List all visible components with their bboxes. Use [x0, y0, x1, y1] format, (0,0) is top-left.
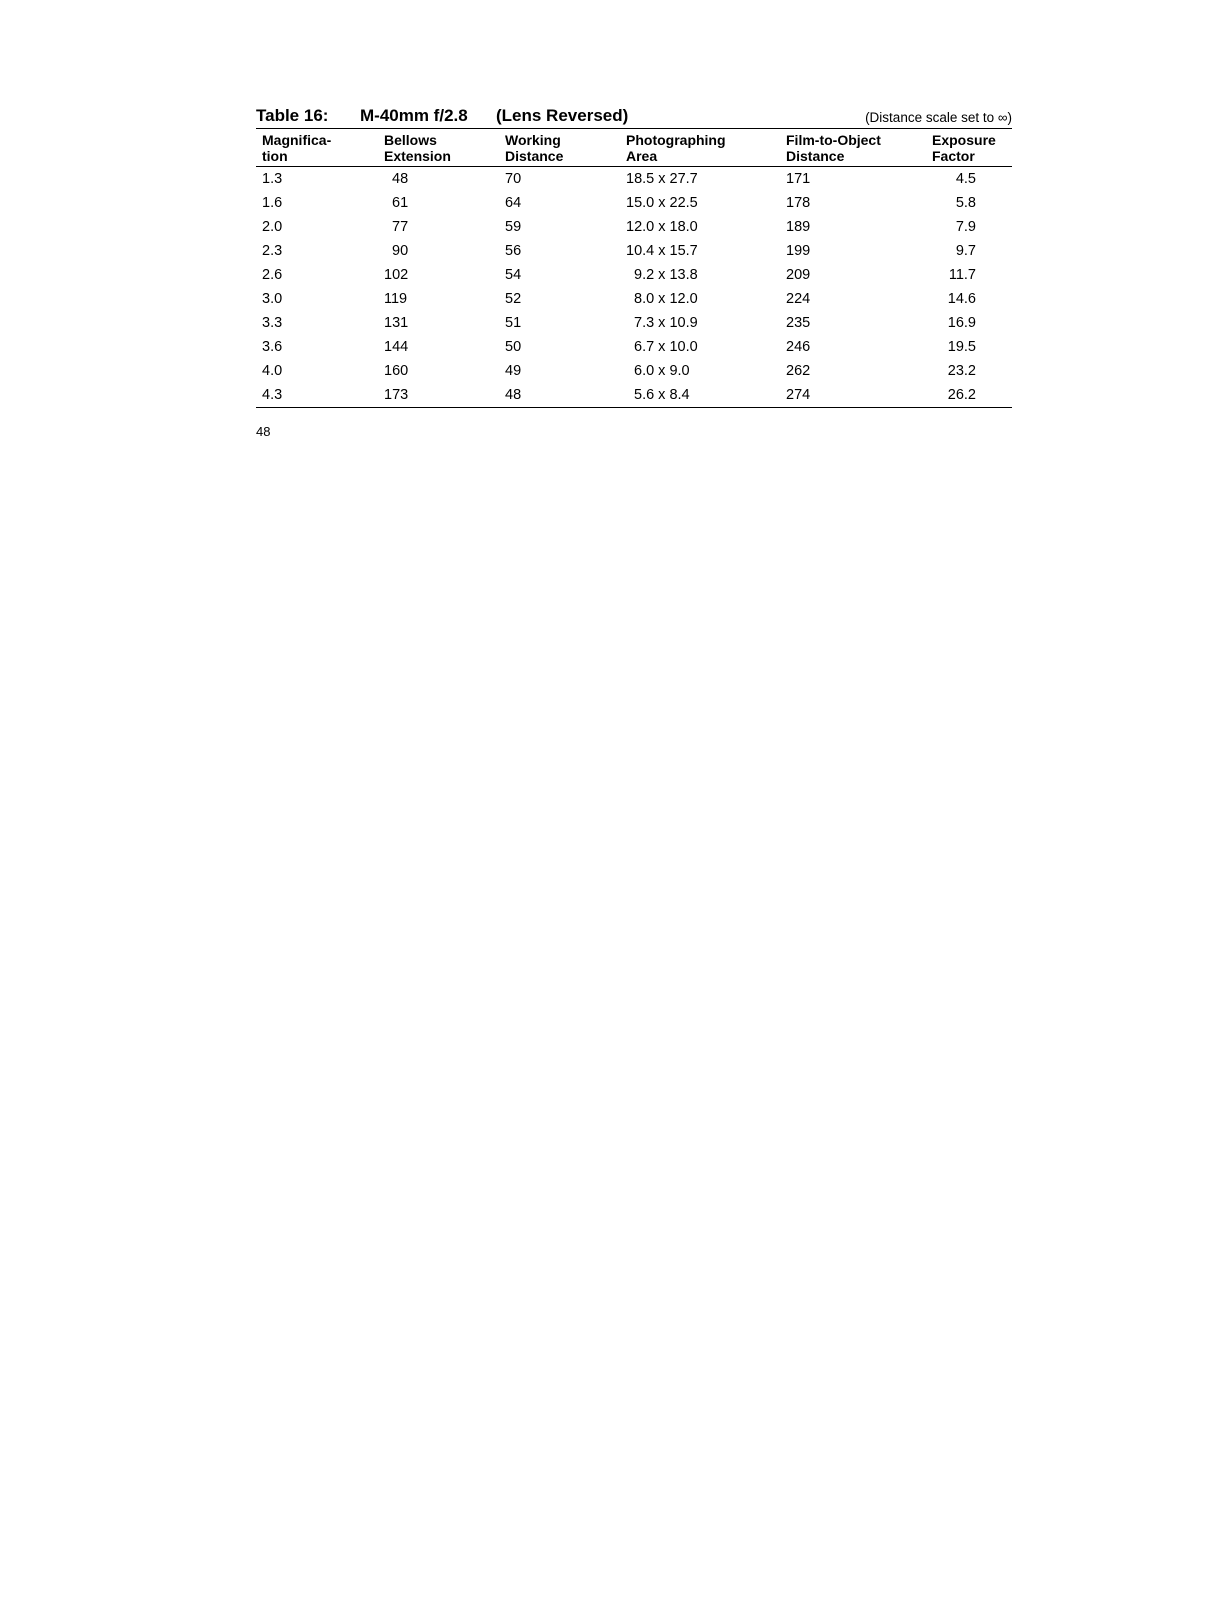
table-row [256, 359, 1012, 383]
cell-magnification: 3.0 [262, 291, 283, 307]
cell-bellows-extension: 90 [392, 243, 409, 259]
cell-photographing-area: 18.5 x 27.7 [626, 171, 698, 187]
cell-photographing-area: 6.0 x 9.0 [634, 363, 690, 379]
cell-working-distance: 49 [505, 363, 522, 379]
cell-working-distance: 70 [505, 171, 522, 187]
cell-magnification: 2.6 [262, 267, 283, 283]
cell-film-to-object-distance: 235 [786, 315, 811, 331]
cell-magnification: 3.6 [262, 339, 283, 355]
cell-film-to-object-distance: 209 [786, 267, 811, 283]
table-row [256, 191, 1012, 215]
cell-photographing-area: 15.0 x 22.5 [626, 195, 698, 211]
cell-working-distance: 64 [505, 195, 522, 211]
bottom-rule [256, 407, 1012, 408]
table-row [256, 239, 1012, 263]
cell-photographing-area: 7.3 x 10.9 [634, 315, 698, 331]
header-magnification: Magnifica- tion [262, 132, 332, 164]
cell-exposure-factor: 14.6 [947, 291, 976, 307]
cell-magnification: 4.0 [262, 363, 283, 379]
table-row [256, 215, 1012, 239]
cell-bellows-extension: 160 [384, 363, 409, 379]
cell-bellows-extension: 77 [392, 219, 409, 235]
table-title-row [256, 102, 1012, 128]
cell-exposure-factor: 19.5 [947, 339, 976, 355]
table-row [256, 335, 1012, 359]
cell-working-distance: 50 [505, 339, 522, 355]
data-table [256, 129, 1012, 407]
cell-exposure-factor: 4.5 [955, 171, 976, 187]
page-number: 48 [256, 424, 271, 439]
cell-bellows-extension: 48 [392, 171, 409, 187]
cell-bellows-extension: 144 [384, 339, 409, 355]
header-film-to-object-distance: Film-to-Object Distance [786, 132, 881, 164]
table-row [256, 167, 1012, 191]
header-bellows-extension: Bellows Extension [384, 132, 451, 164]
cell-photographing-area: 9.2 x 13.8 [634, 267, 698, 283]
cell-bellows-extension: 173 [384, 387, 409, 403]
cell-working-distance: 56 [505, 243, 522, 259]
table-row [256, 311, 1012, 335]
cell-film-to-object-distance: 274 [786, 387, 811, 403]
cell-exposure-factor: 26.2 [947, 387, 976, 403]
header-row [256, 129, 1012, 166]
lens-mode: (Lens Reversed) [496, 106, 629, 125]
cell-film-to-object-distance: 189 [786, 219, 811, 235]
header-working-distance: Working Distance [505, 132, 564, 164]
cell-working-distance: 59 [505, 219, 522, 235]
header-photographing-area: Photographing Area [626, 132, 726, 164]
cell-magnification: 4.3 [262, 387, 283, 403]
cell-working-distance: 54 [505, 267, 522, 283]
cell-photographing-area: 5.6 x 8.4 [634, 387, 690, 403]
cell-photographing-area: 10.4 x 15.7 [626, 243, 698, 259]
cell-working-distance: 48 [505, 387, 522, 403]
cell-exposure-factor: 16.9 [947, 315, 976, 331]
cell-film-to-object-distance: 178 [786, 195, 811, 211]
table-row [256, 263, 1012, 287]
distance-scale-note: (Distance scale set to ∞) [865, 110, 1012, 125]
cell-magnification: 3.3 [262, 315, 283, 331]
cell-exposure-factor: 7.9 [955, 219, 976, 235]
header-exposure-factor: Exposure Factor [932, 132, 996, 164]
cell-film-to-object-distance: 199 [786, 243, 811, 259]
cell-film-to-object-distance: 171 [786, 171, 811, 187]
cell-magnification: 2.0 [262, 219, 283, 235]
lens-name: M-40mm f/2.8 [360, 106, 468, 125]
table-section [256, 102, 1012, 408]
cell-bellows-extension: 61 [392, 195, 409, 211]
cell-working-distance: 51 [505, 315, 522, 331]
cell-film-to-object-distance: 224 [786, 291, 811, 307]
cell-photographing-area: 6.7 x 10.0 [634, 339, 698, 355]
cell-working-distance: 52 [505, 291, 522, 307]
cell-magnification: 1.6 [262, 195, 283, 211]
table-body [256, 167, 1012, 407]
cell-photographing-area: 12.0 x 18.0 [626, 219, 698, 235]
cell-bellows-extension: 119 [384, 291, 408, 307]
cell-exposure-factor: 5.8 [955, 195, 976, 211]
cell-magnification: 1.3 [262, 171, 283, 187]
table-row [256, 383, 1012, 407]
cell-exposure-factor: 11.7 [948, 267, 976, 283]
cell-photographing-area: 8.0 x 12.0 [634, 291, 698, 307]
cell-exposure-factor: 9.7 [955, 243, 976, 259]
cell-magnification: 2.3 [262, 243, 283, 259]
table-row [256, 287, 1012, 311]
cell-exposure-factor: 23.2 [947, 363, 976, 379]
cell-bellows-extension: 102 [384, 267, 409, 283]
cell-film-to-object-distance: 246 [786, 339, 811, 355]
cell-bellows-extension: 131 [384, 315, 409, 331]
cell-film-to-object-distance: 262 [786, 363, 811, 379]
table-label: Table 16: [256, 106, 329, 125]
